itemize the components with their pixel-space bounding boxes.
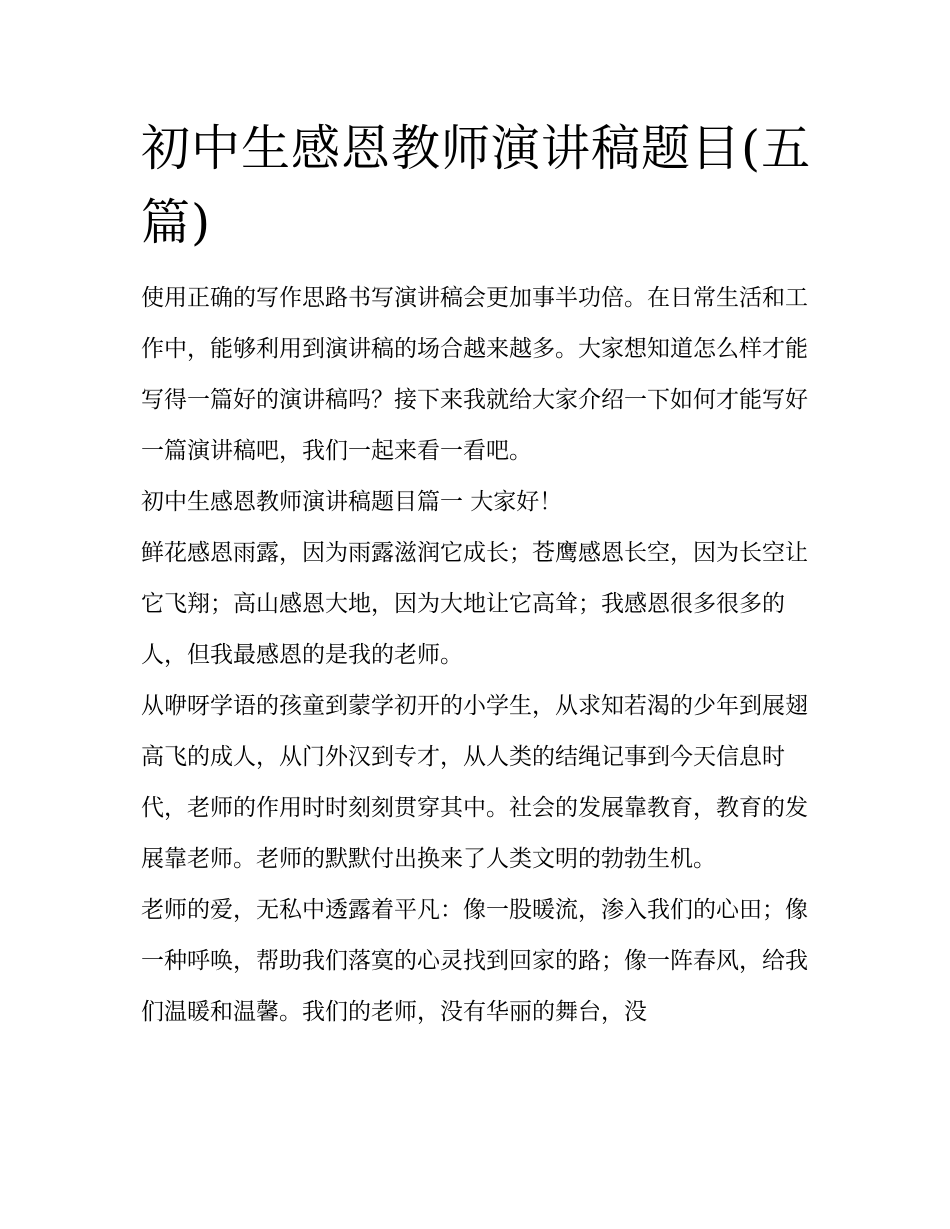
body-paragraph: 鲜花感恩雨露，因为雨露滋润它成长；苍鹰感恩长空，因为长空让它飞翔；高山感恩大地，因为大地让它高耸；我感恩很多很多的人，但我最感恩的是我的老师。 (141, 540, 808, 668)
body-paragraph: 从咿呀学语的孩童到蒙学初开的小学生，从求知若渴的少年到展翅高飞的成人，从门外汉到专才，从人类的结绳记事到今天信息时代，老师的作用时时刻刻贯穿其中。社会的发展靠教育，教育的发展靠老师。老师的默默付出换来了人类文明的勃勃生机。 (141, 693, 808, 872)
intro-paragraph: 使用正确的写作思路书写演讲稿会更加事半功倍。在日常生活和工作中，能够利用到演讲稿的场合越来越多。大家想知道怎么样才能写得一篇好的演讲稿吗？接下来我就给大家介绍一下如何才能写好一篇演讲稿吧，我们一起来看一看吧。 (141, 285, 808, 464)
body-paragraph: 老师的爱，无私中透露着平凡：像一股暖流，渗入我们的心田；像一种呼唤，帮助我们落寞的心灵找到回家的路；像一阵春风，给我们温暖和温馨。我们的老师，没有华丽的舞台，没 (141, 897, 808, 1025)
document-content (141, 112, 813, 1038)
section-heading-paragraph: 初中生感恩教师演讲稿题目篇一 大家好！ (141, 489, 563, 515)
document-title: 初中生感恩教师演讲稿题目(五篇) (141, 120, 812, 251)
document-body (141, 273, 813, 1038)
